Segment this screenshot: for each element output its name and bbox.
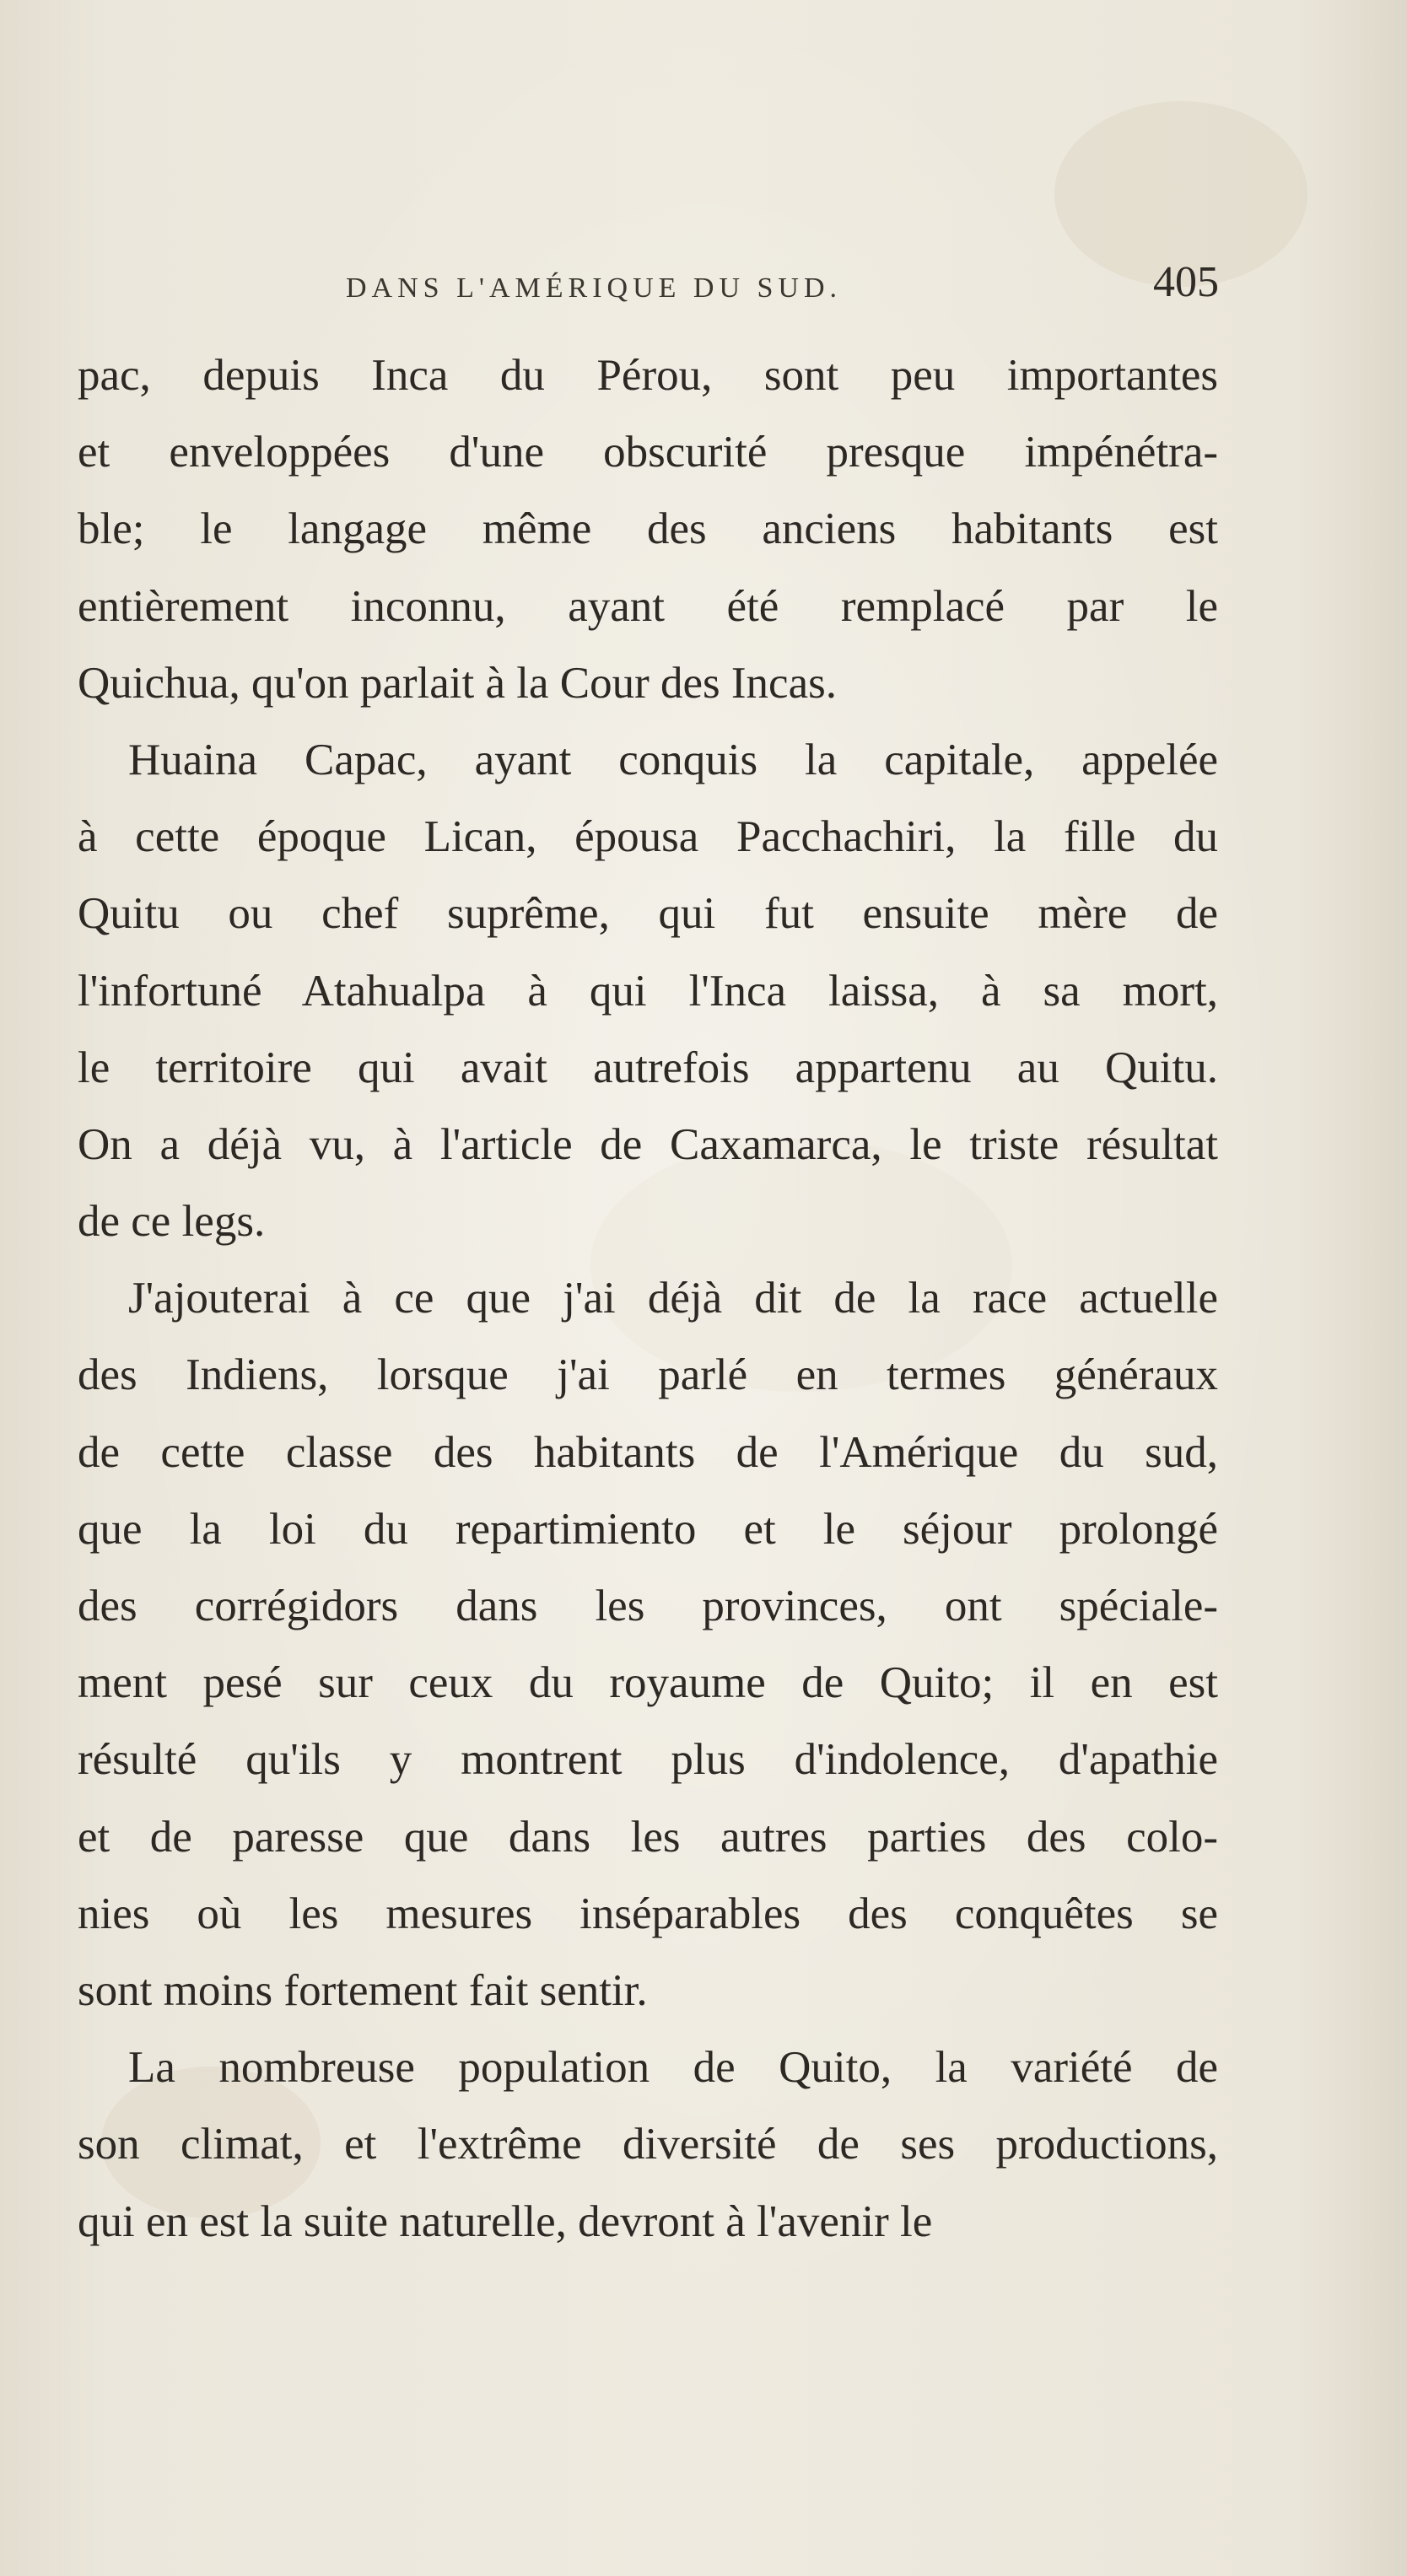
text-line: qui en est la suite naturelle, devront à l'avenir le [78, 2196, 933, 2246]
text-line: et de paresse que dans les autres parties des colo- [78, 1812, 1218, 1862]
text-line: Huaina Capac, ayant conquis la capitale, appelée [128, 735, 1218, 784]
text-line: sont moins fortement fait sentir. [78, 1965, 648, 2015]
paragraph [78, 1260, 1218, 2029]
text-line: et enveloppées d'une obscurité presque impénétra- [78, 428, 1218, 477]
text-line: que la loi du repartimiento et le séjour prolongé [78, 1504, 1218, 1554]
text-line: On a déjà vu, à l'article de Caxamarca, le triste résultat [78, 1119, 1218, 1169]
text-line: l'infortuné Atahualpa à qui l'Inca laissa, à sa mort, [78, 966, 1218, 1016]
text-line: son climat, et l'extrême diversité de ses productions, [78, 2120, 1218, 2169]
text-line: ment pesé sur ceux du royaume de Quito; il en est [78, 1658, 1218, 1708]
text-line: à cette époque Lican, épousa Pacchachiri, la fille du [78, 812, 1218, 862]
text-line: des Indiens, lorsque j'ai parlé en termes généraux [78, 1350, 1218, 1400]
text-line: nies où les mesures inséparables des conquêtes se [78, 1889, 1218, 1938]
text-line: Quichua, qu'on parlait à la Cour des Incas. [78, 658, 837, 708]
running-head-title: DANS L'AMÉRIQUE DU SUD. [346, 272, 843, 304]
text-line: La nombreuse population de Quito, la variété de [128, 2043, 1218, 2093]
text-line: résulté qu'ils y montrent plus d'indolence, d'apathie [78, 1735, 1218, 1785]
text-line: ble; le langage même des anciens habitants est [78, 504, 1218, 554]
text-line: des corrégidors dans les provinces, ont spéciale- [78, 1582, 1218, 1630]
paragraph [78, 337, 1218, 722]
text-line: de cette classe des habitants de l'Amérique du sud, [78, 1427, 1218, 1477]
text-line: entièrement inconnu, ayant été remplacé par le [78, 581, 1218, 631]
text-line: Quitu ou chef suprême, qui fut ensuite mère de [78, 889, 1218, 939]
text-line: le territoire qui avait autrefois appartenu au Quitu. [78, 1043, 1218, 1092]
page-number: 405 [1153, 258, 1219, 306]
text-line: J'ajouterai à ce que j'ai déjà dit de la race actuelle [128, 1274, 1218, 1323]
body-text [78, 337, 1218, 2261]
text-line: pac, depuis Inca du Pérou, sont peu importantes [78, 351, 1218, 400]
paragraph [78, 722, 1218, 1260]
paragraph [78, 2029, 1218, 2261]
text-line: de ce legs. [78, 1197, 266, 1247]
running-head [80, 257, 1219, 325]
